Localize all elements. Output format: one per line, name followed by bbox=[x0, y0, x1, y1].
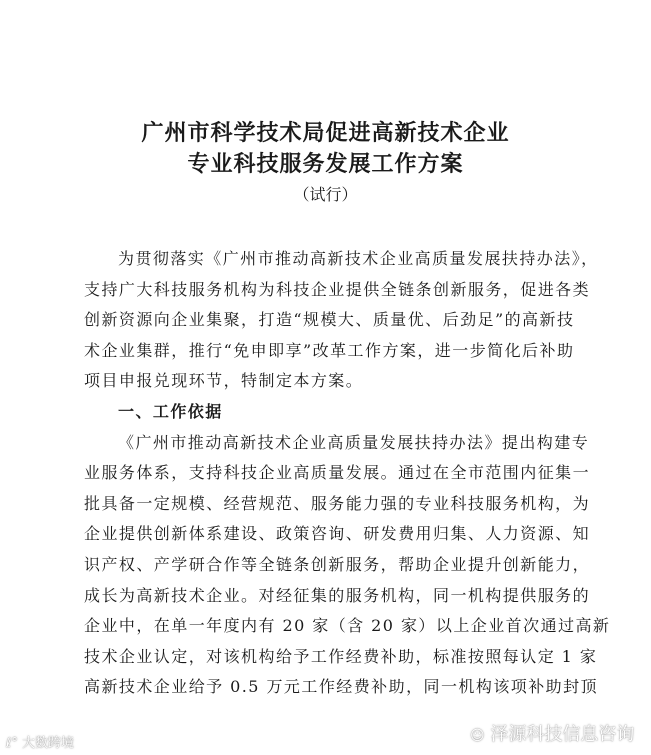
paragraph-line: 企业中，在单一年度内有 20 家（含 20 家）以上企业首次通过高新 bbox=[84, 616, 611, 636]
watermark-right-text: 泽源科技信息咨询 bbox=[490, 724, 635, 745]
paragraph-line: 企业提供创新体系建设、政策咨询、研发费用归集、人力资源、知 bbox=[84, 524, 591, 544]
paragraph-line: 批具备一定规模、经营规范、服务能力强的专业科技服务机构，为 bbox=[84, 493, 591, 513]
wechat-icon: ☺ bbox=[470, 728, 485, 744]
paragraph-line: 技术企业认定，对该机构给予工作经费补助，标准按照每认定 1 家 bbox=[84, 646, 598, 666]
paragraph-line: 为贯彻落实《广州市推动高新技术企业高质量发展扶持办法》， bbox=[118, 249, 599, 268]
watermark-left bbox=[6, 732, 74, 751]
paragraph-line: 项目申报兑现环节，特制定本方案。 bbox=[84, 371, 364, 391]
paragraph-line: 术企业集群，推行“免申即享”改革工作方案，进一步简化后补助 bbox=[84, 340, 575, 360]
paragraph-line: 支持广大科技服务机构为科技企业提供全链条创新服务，促进各类 bbox=[84, 279, 591, 299]
logo-icon: ℓ° bbox=[6, 736, 18, 751]
watermark-left-text: 大数跨境 bbox=[22, 736, 75, 751]
paragraph-line: 创新资源向企业集聚，打造“规模大、质量优、后劲足”的高新技 bbox=[84, 310, 575, 330]
paragraph-line: 《广州市推动高新技术企业高质量发展扶持办法》提出构建专 bbox=[118, 432, 590, 452]
paragraph-line: 成长为高新技术企业。对经征集的服务机构，同一机构提供服务的 bbox=[84, 585, 591, 605]
paragraph-line: 高新技术企业给予 0.5 万元工作经费补助，同一机构该项补助封顶 bbox=[84, 677, 599, 697]
paragraph-line: 业服务体系，支持科技企业高质量发展。通过在全市范围内征集一 bbox=[84, 463, 591, 483]
section-heading: 一、工作依据 bbox=[118, 401, 223, 421]
watermark-right bbox=[470, 720, 634, 746]
paragraph-line: 识产权、产学研合作等全链条创新服务，帮助企业提升创新能力， bbox=[84, 554, 591, 574]
document-subtitle: （试行） bbox=[293, 185, 358, 204]
document-title-line-2: 专业科技服务发展工作方案 bbox=[187, 151, 464, 177]
document-title-line-1: 广州市科学技术局促进高新技术企业 bbox=[141, 120, 510, 146]
document-body bbox=[84, 244, 611, 703]
